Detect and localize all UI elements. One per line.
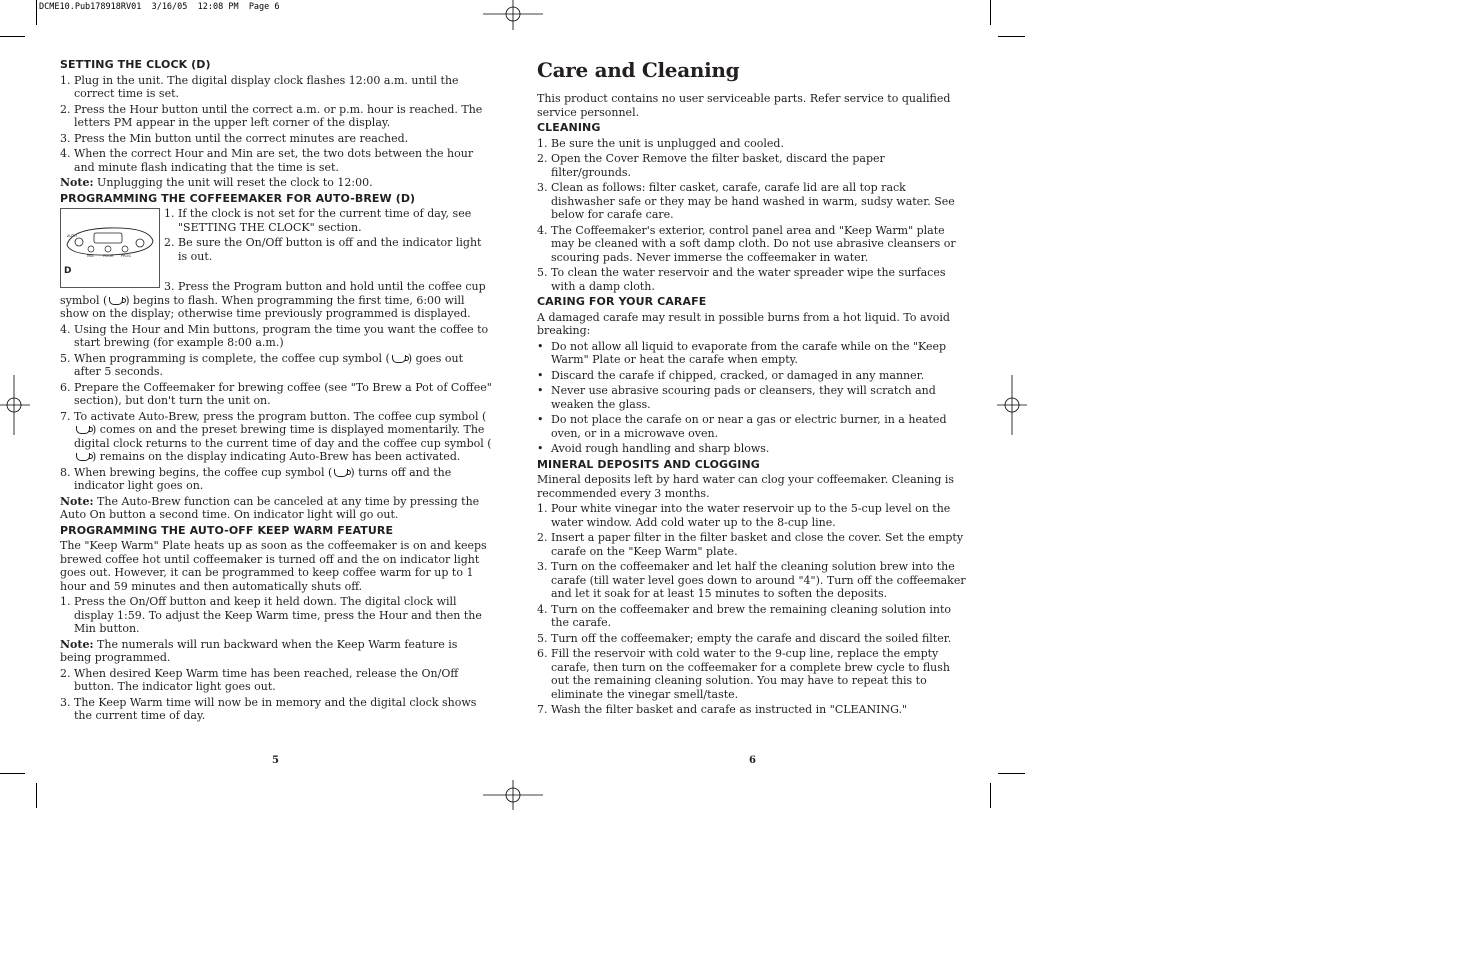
list-item: 6. Prepare the Coffeemaker for brewing coffee (see "To Brew a Pot of Coffee" section), but don't turn the unit on.: [60, 380, 492, 407]
crop-mark: [990, 783, 991, 808]
list-item: 2. Insert a paper filter in the filter basket and close the cover. Set the empty carafe on the "Keep Warm" plate.: [537, 531, 964, 558]
page-number-right: 6: [749, 755, 756, 766]
list-item: 3. Press the Min button until the correct minutes are reached.: [60, 131, 409, 145]
keep-warm-heading: PROGRAMMING THE AUTO-OFF KEEP WARM FEATURE: [60, 523, 394, 537]
crop-mark: [36, 783, 37, 808]
page-number-left: 5: [272, 755, 279, 766]
list-item: 2. Press the Hour button until the correct a.m. or p.m. hour is reached. The letters PM appear in the upper left corner of the display.: [60, 102, 483, 129]
crop-mark: [990, 0, 991, 25]
keep-warm-intro: The "Keep Warm" Plate heats up as soon as the coffeemaker is on and keeps brewed coffee hot until coffeemaker is turned off and the on indicator light goes out. However, it can be programmed to keep coffee warm for up to 1 hour and 59 minutes and then automatically shuts off.: [60, 539, 487, 593]
auto-brew-heading: PROGRAMMING THE COFFEEMAKER FOR AUTO-BREW (D): [60, 191, 416, 205]
carafe-heading: CARING FOR YOUR CARAFE: [537, 295, 707, 308]
list-item: 1. Be sure the unit is unplugged and cooled.: [537, 136, 784, 150]
mineral-heading: MINERAL DEPOSITS AND CLOGGING: [537, 457, 760, 471]
list-item: 1. Press the On/Off button and keep it held down. The digital clock will display 1:59. To adjust the Keep Warm time, press the Hour and then the Min button.: [60, 595, 482, 635]
list-item: 3. The Keep Warm time will now be in memory and the digital clock shows the current time of day.: [60, 695, 477, 722]
list-item: 1. If the clock is not set for the current time of day, see "SETTING THE CLOCK" section.: [164, 207, 472, 234]
list-item: 4. When the correct Hour and Min are set, the two dots between the hour and minute flash indicating that the time is set.: [60, 147, 474, 174]
print-slug: DCME10.Pub178918RV01 3/16/05 12:08 PM Page 6: [39, 2, 280, 12]
registration-mark-left: [0, 375, 30, 435]
list-item: 1. Plug in the unit. The digital display clock flashes 12:00 a.m. until the correct time is set.: [60, 73, 459, 100]
list-item: • Discard the carafe if chipped, cracked, or damaged in any manner.: [537, 368, 925, 382]
crop-mark: [0, 36, 25, 37]
list-item: 7. To activate Auto-Brew, press the program button. The coffee cup symbol () comes on and the preset brewing time is displayed momentarily. The digital clock returns to the current time of day and the coffee cup symbol () remains on the display indicating Auto-Brew has been activated.: [60, 409, 492, 463]
auto-brew-figure-row: [60, 207, 492, 290]
setting-clock-steps: [60, 74, 492, 175]
crop-mark: [36, 0, 37, 25]
list-item: 2. When desired Keep Warm time has been reached, release the On/Off button. The indicator light goes out.: [60, 666, 459, 693]
coffee-cup-icon: [334, 469, 348, 477]
list-item: 6. Fill the reservoir with cold water to the 9-cup line, replace the empty carafe, then turn on the coffeemaker for a complete brew cycle to flush out the remaining cleaning solution. You may have to repeat this to eliminate the vinegar smell/taste.: [537, 647, 950, 701]
keep-warm-steps: [60, 595, 492, 636]
coffee-cup-icon: [76, 426, 90, 434]
list-item: 2. Be sure the On/Off button is off and the indicator light is out.: [164, 236, 482, 263]
crop-mark: [998, 36, 1025, 37]
care-intro: This product contains no user serviceable parts. Refer service to qualified service personnel.: [537, 92, 951, 119]
coffee-cup-icon: [109, 297, 123, 305]
setting-clock-heading: SETTING THE CLOCK (D): [60, 58, 211, 71]
auto-brew-step-3: 3. Press the Program button and hold until the coffee cup symbol ( ) begins to flash. When programming the first time, 6:00 will show on the display; otherwise time previously programmed is displayed.: [60, 280, 486, 320]
crop-mark: [0, 773, 25, 774]
crop-mark: [998, 773, 1025, 774]
list-item: • Avoid rough handling and sharp blows.: [537, 442, 770, 455]
svg-text:PROG: PROG: [121, 254, 132, 258]
carafe-bullets: [537, 340, 967, 456]
registration-mark-top: [483, 0, 543, 30]
list-item: 2. Open the Cover Remove the filter basket, discard the paper filter/grounds.: [537, 152, 885, 179]
list-item: 1. Pour white vinegar into the water reservoir up to the 5-cup level on the water window. Add cold water up to the 8-cup line.: [537, 502, 951, 529]
list-item: 4. The Coffeemaker's exterior, control panel area and "Keep Warm" plate may be cleaned with a soft damp cloth. Do not use abrasive cleansers or scouring pads. Never immerse the coffeemaker in water.: [537, 223, 956, 264]
registration-mark-right: [997, 375, 1027, 435]
right-page: [537, 58, 967, 719]
control-panel-illustration: [61, 213, 159, 273]
list-item: 3. Turn on the coffeemaker and let half the cleaning solution brew into the carafe (till water level goes down to around "4"). Turn off the coffeemaker and let it soak for at least 15 minutes to soften the deposits.: [537, 560, 966, 600]
clock-note: Note: Unplugging the unit will reset the clock to 12:00.: [60, 176, 373, 189]
keep-warm-note: Note: The numerals will run backward when the Keep Warm feature is being programmed.: [60, 637, 458, 664]
carafe-intro: A damaged carafe may result in possible burns from a hot liquid. To avoid breaking:: [537, 310, 950, 337]
control-panel-figure: [60, 208, 160, 288]
cleaning-steps: [537, 137, 967, 294]
figure-label: D: [64, 265, 72, 276]
list-item: 7. Wash the filter basket and carafe as instructed in "CLEANING.": [537, 703, 908, 716]
coffee-cup-icon: [76, 453, 90, 461]
page-title: Care and Cleaning: [537, 58, 740, 82]
list-item: • Do not place the carafe on or near a gas or electric burner, in a heated oven, or in a microwave oven.: [537, 413, 947, 440]
auto-brew-note: Note: The Auto-Brew function can be canceled at any time by pressing the Auto On button a second time. On indicator light will go out.: [60, 494, 480, 521]
list-item: • Do not allow all liquid to evaporate from the carafe while on the "Keep Warm" Plate or heat the carafe when empty.: [537, 339, 947, 366]
svg-text:AUTO: AUTO: [67, 234, 77, 238]
keep-warm-steps-cont: [60, 667, 492, 723]
list-item: 3. Clean as follows: filter casket, carafe, carafe lid are all top rack dishwasher safe or they may be hand washed in warm, sudsy water. See below for carafe care.: [537, 181, 955, 221]
left-page: [60, 58, 492, 725]
list-item: 8. When brewing begins, the coffee cup symbol ( ) turns off and the indicator light goes on.: [60, 465, 452, 492]
mineral-steps: [537, 502, 967, 717]
svg-text:MIN: MIN: [87, 254, 94, 258]
list-item: 4. Turn on the coffeemaker and brew the remaining cleaning solution into the carafe.: [537, 602, 952, 629]
svg-text:HOUR: HOUR: [103, 254, 114, 258]
list-item: • Never use abrasive scouring pads or cleansers, they will scratch and weaken the glass.: [537, 384, 936, 411]
list-item: 5. Turn off the coffeemaker; empty the carafe and discard the soiled filter.: [537, 631, 952, 645]
mineral-intro: Mineral deposits left by hard water can clog your coffeemaker. Cleaning is recommended every 3 months.: [537, 473, 955, 500]
coffee-cup-icon: [392, 355, 406, 363]
list-item: 5. When programming is complete, the coffee cup symbol ( ) goes out after 5 seconds.: [60, 351, 464, 378]
auto-brew-steps: [60, 323, 492, 493]
list-item: 5. To clean the water reservoir and the water spreader wipe the surfaces with a damp cloth.: [537, 266, 946, 293]
cleaning-heading: CLEANING: [537, 121, 601, 134]
list-item: 4. Using the Hour and Min buttons, program the time you want the coffee to start brewing (for example 8:00 a.m.): [60, 322, 489, 349]
registration-mark-bottom: [483, 780, 543, 810]
